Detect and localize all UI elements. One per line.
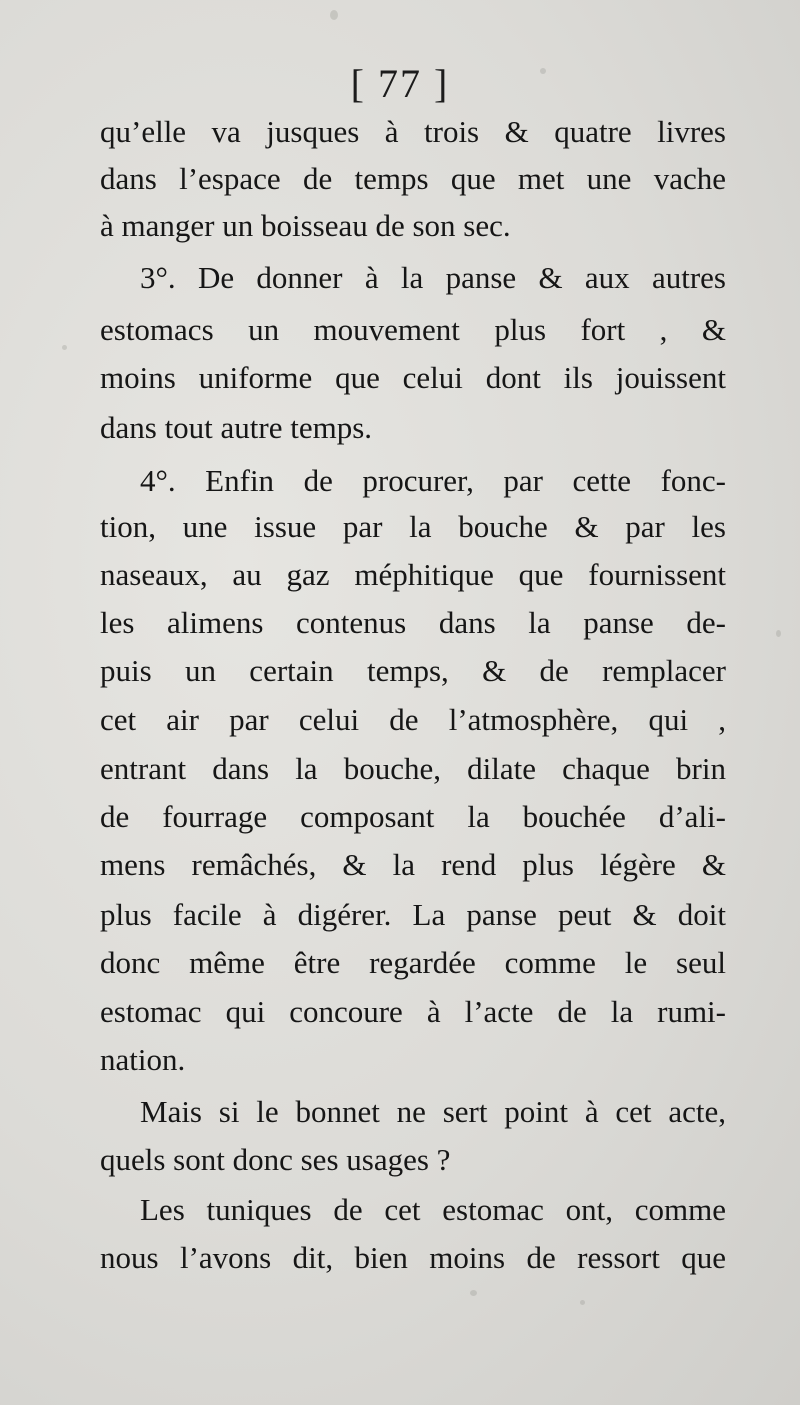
paper-speck <box>330 10 338 20</box>
text-line: tion, une issue par la bouche & par les <box>100 509 726 544</box>
text-line: naseaux, au gaz méphitique que fournissent <box>100 557 726 592</box>
text-line: estomac qui concoure à l’acte de la rumi- <box>100 994 726 1029</box>
paper-speck <box>470 1290 477 1296</box>
text-line: donc même être regardée comme le seul <box>100 945 726 980</box>
text-line: mens remâchés, & la rend plus légère & <box>100 847 726 882</box>
text-line: Mais si le bonnet ne sert point à cet acte, <box>140 1094 726 1129</box>
text-line: dans l’espace de temps que met une vache <box>100 161 726 196</box>
text-line: plus facile à digérer. La panse peut & doit <box>100 897 726 932</box>
text-line: puis un certain temps, & de remplacer <box>100 653 726 688</box>
text-line: quels sont donc ses usages ? <box>100 1142 451 1177</box>
text-line: qu’elle va jusques à trois & quatre livres <box>100 114 726 149</box>
paper-speck <box>580 1300 585 1305</box>
text-line: nation. <box>100 1042 186 1077</box>
text-line: estomacs un mouvement plus fort , & <box>100 312 726 347</box>
page-number: [ 77 ] <box>350 61 450 106</box>
paper-speck <box>62 345 67 350</box>
text-line: à manger un boisseau de son sec. <box>100 208 511 243</box>
text-line: moins uniforme que celui dont ils jouissent <box>100 360 726 395</box>
text-line: nous l’avons dit, bien moins de ressort que <box>100 1240 726 1275</box>
paper-speck <box>776 630 781 637</box>
text-line: Les tuniques de cet estomac ont, comme <box>140 1192 726 1227</box>
text-line: 4°. Enfin de procurer, par cette fonc- <box>140 463 726 498</box>
text-line: entrant dans la bouche, dilate chaque brin <box>100 751 726 786</box>
text-line: cet air par celui de l’atmosphère, qui , <box>100 702 726 737</box>
text-line: dans tout autre temps. <box>100 410 373 445</box>
text-line: 3°. De donner à la panse & aux autres <box>140 260 726 295</box>
text-line: de fourrage composant la bouchée d’ali- <box>100 799 726 834</box>
text-line: les alimens contenus dans la panse de- <box>100 605 726 640</box>
